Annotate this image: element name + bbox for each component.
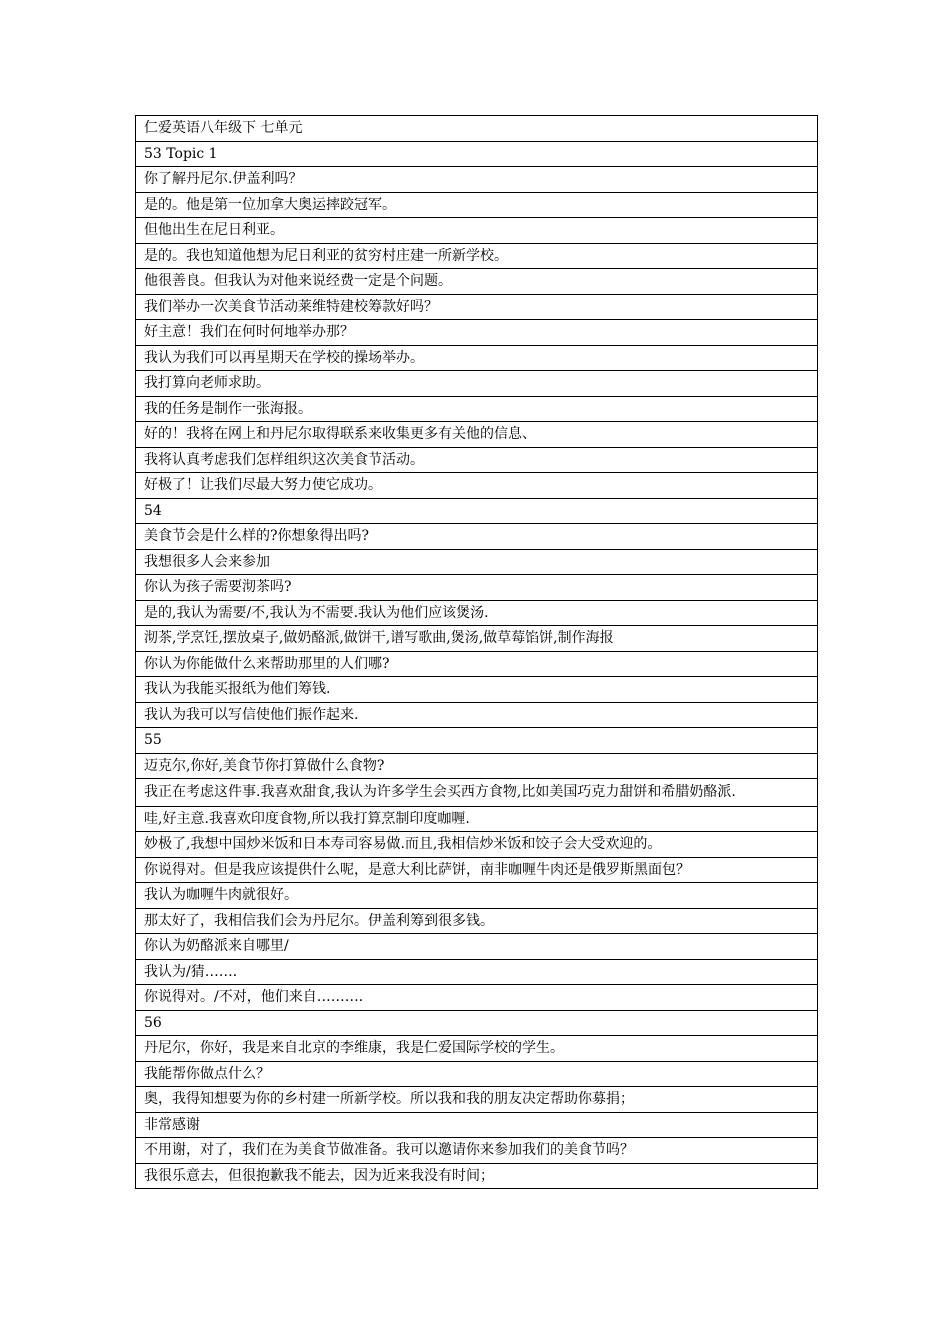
table-cell: 他很善良。但我认为对他来说经费一定是个问题。 <box>136 269 818 295</box>
table-cell: 非常感谢 <box>136 1112 818 1138</box>
table-cell: 哇,好主意.我喜欢印度食物,所以我打算烹制印度咖喱. <box>136 806 818 832</box>
table-row <box>136 883 818 909</box>
table-row <box>136 320 818 346</box>
table-cell: 54 <box>136 498 818 524</box>
table-cell: 好极了！让我们尽最大努力使它成功。 <box>136 473 818 499</box>
table-cell: 丹尼尔，你好，我是来自北京的李维康，我是仁爱国际学校的学生。 <box>136 1036 818 1062</box>
table-cell: 你认为你能做什么来帮助那里的人们哪? <box>136 651 818 677</box>
table-cell: 但他出生在尼日利亚。 <box>136 218 818 244</box>
table-row <box>136 269 818 295</box>
table-row <box>136 498 818 524</box>
table-cell: 我将认真考虑我们怎样组织这次美食节活动。 <box>136 447 818 473</box>
table-cell: 不用谢，对了，我们在为美食节做准备。我可以邀请你来参加我们的美食节吗？ <box>136 1138 818 1164</box>
table-cell: 你说得对。/不对，他们来自………． <box>136 985 818 1011</box>
table-row <box>136 728 818 754</box>
table-cell: 你说得对。但是我应该提供什么呢，是意大利比萨饼，南非咖喱牛肉还是俄罗斯黑面包？ <box>136 857 818 883</box>
table-cell: 我认为/猜……． <box>136 959 818 985</box>
table-cell: 我们举办一次美食节活动莱维特建校筹款好吗？ <box>136 294 818 320</box>
table-row <box>136 651 818 677</box>
table-row <box>136 806 818 832</box>
table-row <box>136 934 818 960</box>
table-cell: 56 <box>136 1010 818 1036</box>
table-cell: 那太好了，我相信我们会为丹尼尔。伊盖利筹到很多钱。 <box>136 908 818 934</box>
table-row <box>136 959 818 985</box>
table-cell: 好主意！我们在何时何地举办那？ <box>136 320 818 346</box>
table-cell: 55 <box>136 728 818 754</box>
table-cell: 我认为咖喱牛肉就很好。 <box>136 883 818 909</box>
table-cell: 我很乐意去，但很抱歉我不能去，因为近来我没有时间； <box>136 1163 818 1189</box>
table-cell: 我的任务是制作一张海报。 <box>136 396 818 422</box>
table-row <box>136 908 818 934</box>
table-row <box>136 1036 818 1062</box>
table-row <box>136 677 818 703</box>
table-row <box>136 600 818 626</box>
table-cell: 迈克尔,你好,美食节你打算做什么食物? <box>136 753 818 779</box>
table-row <box>136 422 818 448</box>
table-row <box>136 753 818 779</box>
table-row <box>136 1087 818 1113</box>
table-cell: 妙极了,我想中国炒米饭和日本寿司容易做.而且,我相信炒米饭和饺子会大受欢迎的。 <box>136 832 818 858</box>
table-row <box>136 294 818 320</box>
table-row <box>136 575 818 601</box>
table-cell: 好的！我将在网上和丹尼尔取得联系来收集更多有关他的信息、 <box>136 422 818 448</box>
table-row <box>136 473 818 499</box>
table-row <box>136 549 818 575</box>
table-row <box>136 985 818 1011</box>
table-cell: 仁爱英语八年级下 七单元 <box>136 116 818 142</box>
table-row <box>136 524 818 550</box>
table-row <box>136 1010 818 1036</box>
table-cell: 美食节会是什么样的?你想象得出吗? <box>136 524 818 550</box>
table-cell: 你认为奶酪派来自哪里/ <box>136 934 818 960</box>
table-cell: 我认为我能买报纸为他们筹钱. <box>136 677 818 703</box>
table-row <box>136 243 818 269</box>
table-row <box>136 626 818 652</box>
table-cell: 53 Topic 1 <box>136 141 818 167</box>
table-cell: 我想很多人会来参加 <box>136 549 818 575</box>
table-row <box>136 218 818 244</box>
table-cell: 沏茶,学烹饪,摆放桌子,做奶酪派,做饼干,谱写歌曲,煲汤,做草莓馅饼,制作海报 <box>136 626 818 652</box>
table-row <box>136 1061 818 1087</box>
table-row <box>136 345 818 371</box>
text-table <box>135 115 818 1189</box>
table-cell: 我认为我可以写信使他们振作起来. <box>136 702 818 728</box>
table-row <box>136 857 818 883</box>
table-cell: 我认为我们可以再星期天在学校的操场举办。 <box>136 345 818 371</box>
table-row <box>136 396 818 422</box>
table-cell: 是的。我也知道他想为尼日利亚的贫穷村庄建一所新学校。 <box>136 243 818 269</box>
table-row <box>136 832 818 858</box>
table-cell: 你了解丹尼尔.伊盖利吗？ <box>136 167 818 193</box>
table-row <box>136 371 818 397</box>
table-row <box>136 141 818 167</box>
table-row <box>136 1138 818 1164</box>
table-row <box>136 167 818 193</box>
table-cell: 是的,我认为需要/不,我认为不需要.我认为他们应该煲汤. <box>136 600 818 626</box>
table-row <box>136 116 818 142</box>
table-cell: 我打算向老师求助。 <box>136 371 818 397</box>
table-cell: 我正在考虑这件事.我喜欢甜食,我认为许多学生会买西方食物,比如美国巧克力甜饼和希腊奶酪派. <box>136 779 818 807</box>
table-cell: 奥，我得知想要为你的乡村建一所新学校。所以我和我的朋友决定帮助你募捐； <box>136 1087 818 1113</box>
table-row <box>136 779 818 807</box>
table-row <box>136 702 818 728</box>
table-row <box>136 192 818 218</box>
table-cell: 你认为孩子需要沏茶吗? <box>136 575 818 601</box>
table-cell: 我能帮你做点什么？ <box>136 1061 818 1087</box>
table-row <box>136 447 818 473</box>
table-cell: 是的。他是第一位加拿大奥运摔跤冠军。 <box>136 192 818 218</box>
table-row <box>136 1163 818 1189</box>
table-body <box>136 116 818 1189</box>
table-row <box>136 1112 818 1138</box>
